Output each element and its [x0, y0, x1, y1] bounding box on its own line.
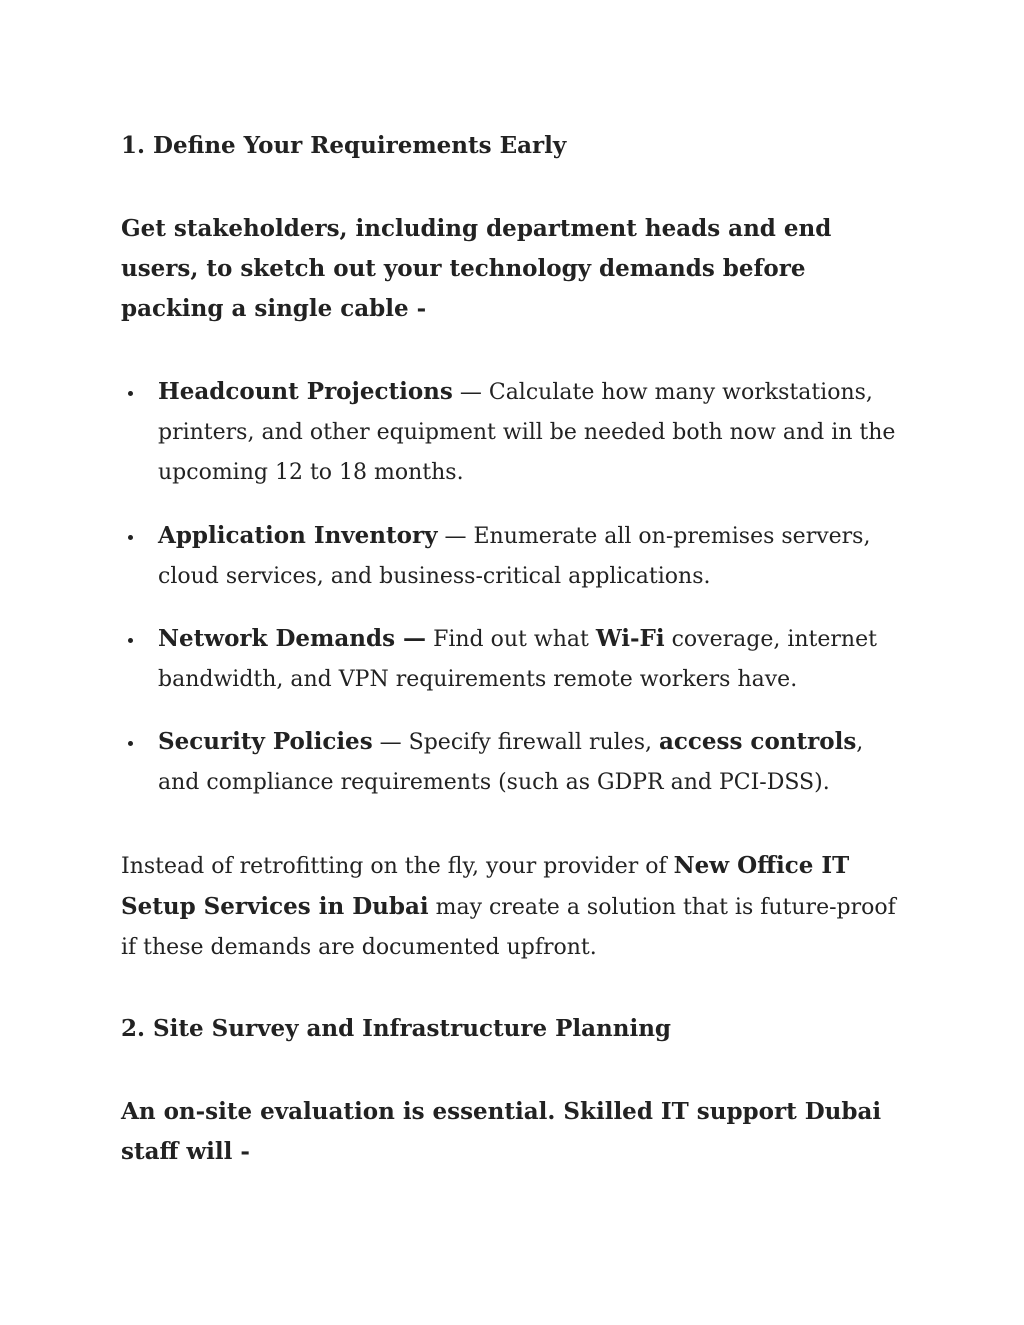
service-name-emphasis: New Office IT Setup Services in Dubai [121, 852, 850, 920]
bullet-icon [128, 535, 133, 540]
item-title: Application Inventory [158, 522, 438, 549]
item-title: Security Policies [158, 728, 373, 755]
emphasis-wifi: Wi-Fi [595, 625, 665, 652]
item-description: Enumerate all on-premises servers, cloud services, and business-critical applications. [158, 524, 871, 589]
section-1-heading: 1. Define Your Requirements Early [121, 132, 567, 159]
section-2-lead: An on-site evaluation is essential. Skilled IT support Dubai staff will - [121, 1098, 882, 1165]
section-1-closing: Instead of retrofitting on the fly, your provider of New Office IT Setup Services in Dubai may create a solution that is future-proof if these demands are documented upfront. [121, 852, 896, 960]
item-title: Network Demands — [158, 625, 427, 652]
bullet-icon [128, 391, 133, 396]
item-title: Headcount Projections [158, 378, 453, 405]
bullet-icon [128, 638, 133, 643]
section-2-heading: 2. Site Survey and Infrastructure Planning [121, 1015, 672, 1042]
item-description: Calculate how many workstations, printers, and other equipment will be needed both now and in the upcoming 12 to 18 months. [158, 380, 896, 485]
emphasis-access-controls: access controls [658, 728, 857, 755]
bullet-icon [128, 741, 133, 746]
section-1-lead: Get stakeholders, including department heads and end users, to sketch out your technology demands before packing a single cable - [121, 215, 832, 322]
